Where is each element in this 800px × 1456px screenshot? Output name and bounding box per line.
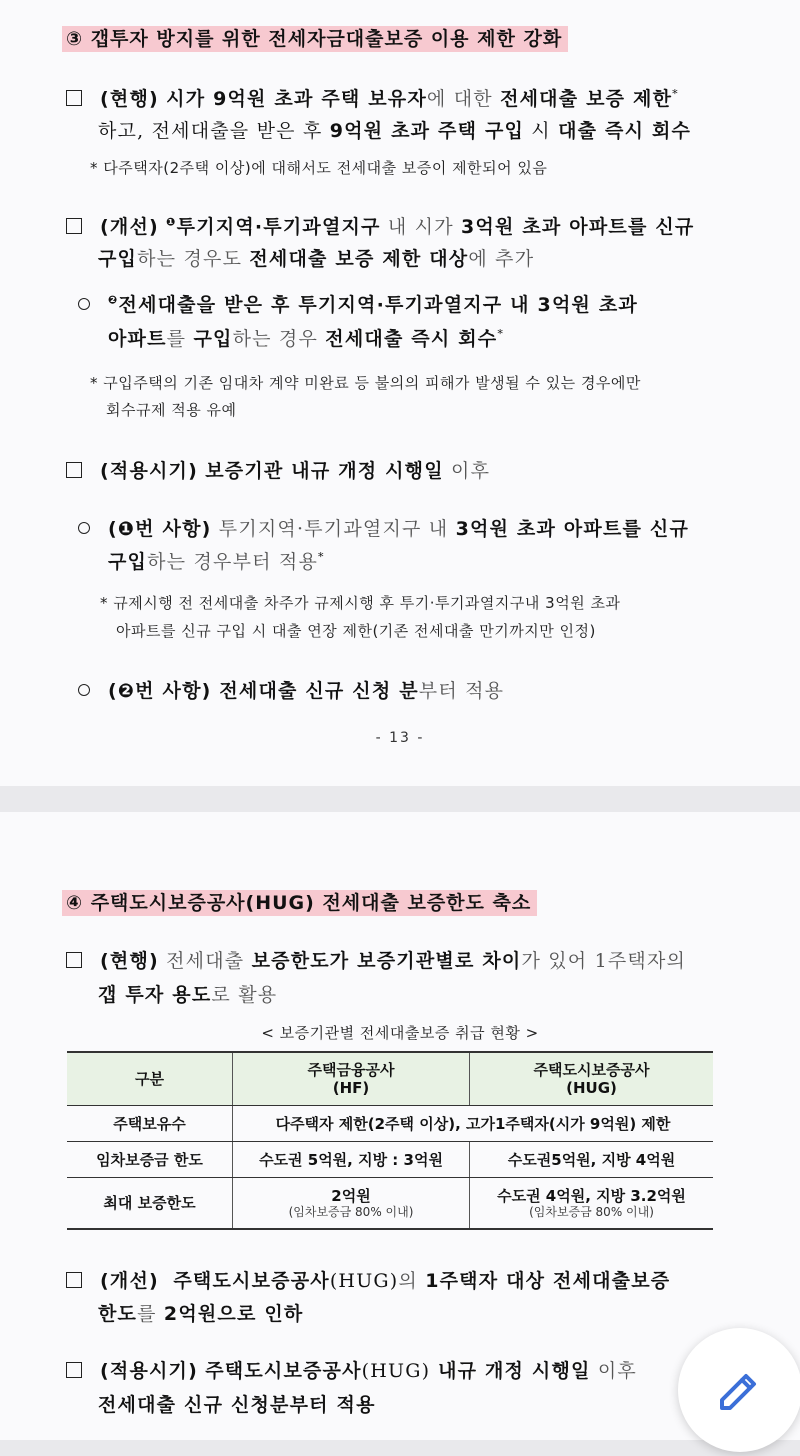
table-row-label: 임차보증금 한도 [67, 1142, 233, 1178]
checkbox-bullet-icon [66, 218, 82, 234]
timing-footnote-line-1: * 규제시행 전 전세대출 차주가 규제시행 후 투기·투기과열지구내 3억원 초과 [100, 594, 621, 612]
table-row-label: 최대 보증한도 [67, 1178, 233, 1230]
table-cell: 다주택자 제한(2주택 이상), 고가1주택자(시가 9억원) 제한 [233, 1106, 714, 1142]
current-policy-line-1: (현행) 시가 9억원 초과 주택 보유자에 대한 전세대출 보증 제한* [66, 84, 679, 111]
checkbox-bullet-icon [66, 1362, 82, 1378]
pencil-icon [678, 1328, 800, 1452]
circle-bullet-icon [78, 298, 90, 310]
checkbox-bullet-icon [66, 462, 82, 478]
table-header-row [67, 1052, 713, 1106]
section-heading-4: ④ 주택도시보증공사(HUG) 전세대출 보증한도 축소 [62, 888, 537, 915]
improvement-line-1: (개선) $^❶$투기지역·투기과열지구 내 시가 3억원 초과 아파트를 신규 [66, 212, 694, 239]
table-row-label: 주택보유수 [67, 1106, 233, 1142]
table-row [67, 1178, 713, 1230]
timing-footnote-line-2: 아파트를 신규 구입 시 대출 연장 제한(기존 전세대출 만기까지만 인정) [116, 622, 596, 640]
current-policy-footnote: * 다주택자(2주택 이상)에 대해서도 전세대출 보증이 제한되어 있음 [90, 159, 548, 177]
hug-current-line-1: (현행) 전세대출 보증한도가 보증기관별로 차이가 있어 1주택자의 [66, 946, 686, 973]
hug-improve-line-1: (개선) 주택도시보증공사(HUG)의 1주택자 대상 전세대출보증 [66, 1266, 670, 1293]
timing-item-1-line-1: (❶번 사항) 투기지역·투기과열지구 내 3억원 초과 아파트를 신규 [78, 514, 689, 541]
table-cell: 수도권 5억원, 지방 : 3억원 [233, 1142, 470, 1178]
hug-timing-line-2: 전세대출 신규 신청분부터 적용 [98, 1394, 376, 1416]
table-row [67, 1142, 713, 1178]
table-header-hug: 주택도시보증공사 (HUG) [470, 1052, 714, 1106]
improvement-line-2: 구입하는 경우도 전세대출 보증 제한 대상에 추가 [98, 248, 535, 270]
checkbox-bullet-icon [66, 90, 82, 106]
checkbox-bullet-icon [66, 1272, 82, 1288]
table-cell: 2억원 (임차보증금 80% 이내) [233, 1178, 470, 1230]
edit-button[interactable] [678, 1328, 800, 1452]
circle-bullet-icon [78, 522, 90, 534]
timing-item-1-line-2: 구입하는 경우부터 적용* [108, 550, 325, 573]
timing-item-2: (❷번 사항) 전세대출 신규 신청 분부터 적용 [78, 676, 504, 703]
improvement-subitem-line-1: $^❷$전세대출을 받은 후 투기지역·투기과열지구 내 3억원 초과 [78, 290, 638, 317]
page-number: - 13 - [375, 730, 425, 746]
hug-improve-line-2: 한도를 2억원으로 인하 [98, 1303, 304, 1325]
table-cell: 수도권 4억원, 지방 3.2억원 (임차보증금 80% 이내) [470, 1178, 714, 1230]
guarantee-comparison-table [67, 1051, 713, 1230]
improvement-footnote-line-2: 회수규제 적용 유예 [106, 401, 237, 419]
circle-bullet-icon [78, 684, 90, 696]
hug-timing-line-1: (적용시기) 주택도시보증공사(HUG) 내규 개정 시행일 이후 [66, 1356, 637, 1383]
hug-current-line-2: 갭 투자 용도로 활용 [98, 984, 278, 1006]
improvement-subitem-line-2: 아파트를 구입하는 경우 전세대출 즉시 회수* [108, 327, 505, 350]
checkbox-bullet-icon [66, 952, 82, 968]
table-caption: < 보증기관별 전세대출보증 취급 현황 > [261, 1024, 539, 1042]
table-header-category: 구분 [67, 1052, 233, 1106]
table-row [67, 1106, 713, 1142]
table-cell: 수도권5억원, 지방 4억원 [470, 1142, 714, 1178]
section-heading-3: ③ 갭투자 방지를 위한 전세자금대출보증 이용 제한 강화 [62, 24, 568, 51]
timing-line: (적용시기) 보증기관 내규 개정 시행일 이후 [66, 456, 490, 483]
table-header-hf: 주택금융공사 (HF) [233, 1052, 470, 1106]
improvement-footnote-line-1: * 구입주택의 기존 임대차 계약 미완료 등 불의의 피해가 발생될 수 있는 경우에만 [90, 374, 641, 392]
current-policy-line-2: 하고, 전세대출을 받은 후 9억원 초과 주택 구입 시 대출 즉시 회수 [98, 120, 692, 142]
